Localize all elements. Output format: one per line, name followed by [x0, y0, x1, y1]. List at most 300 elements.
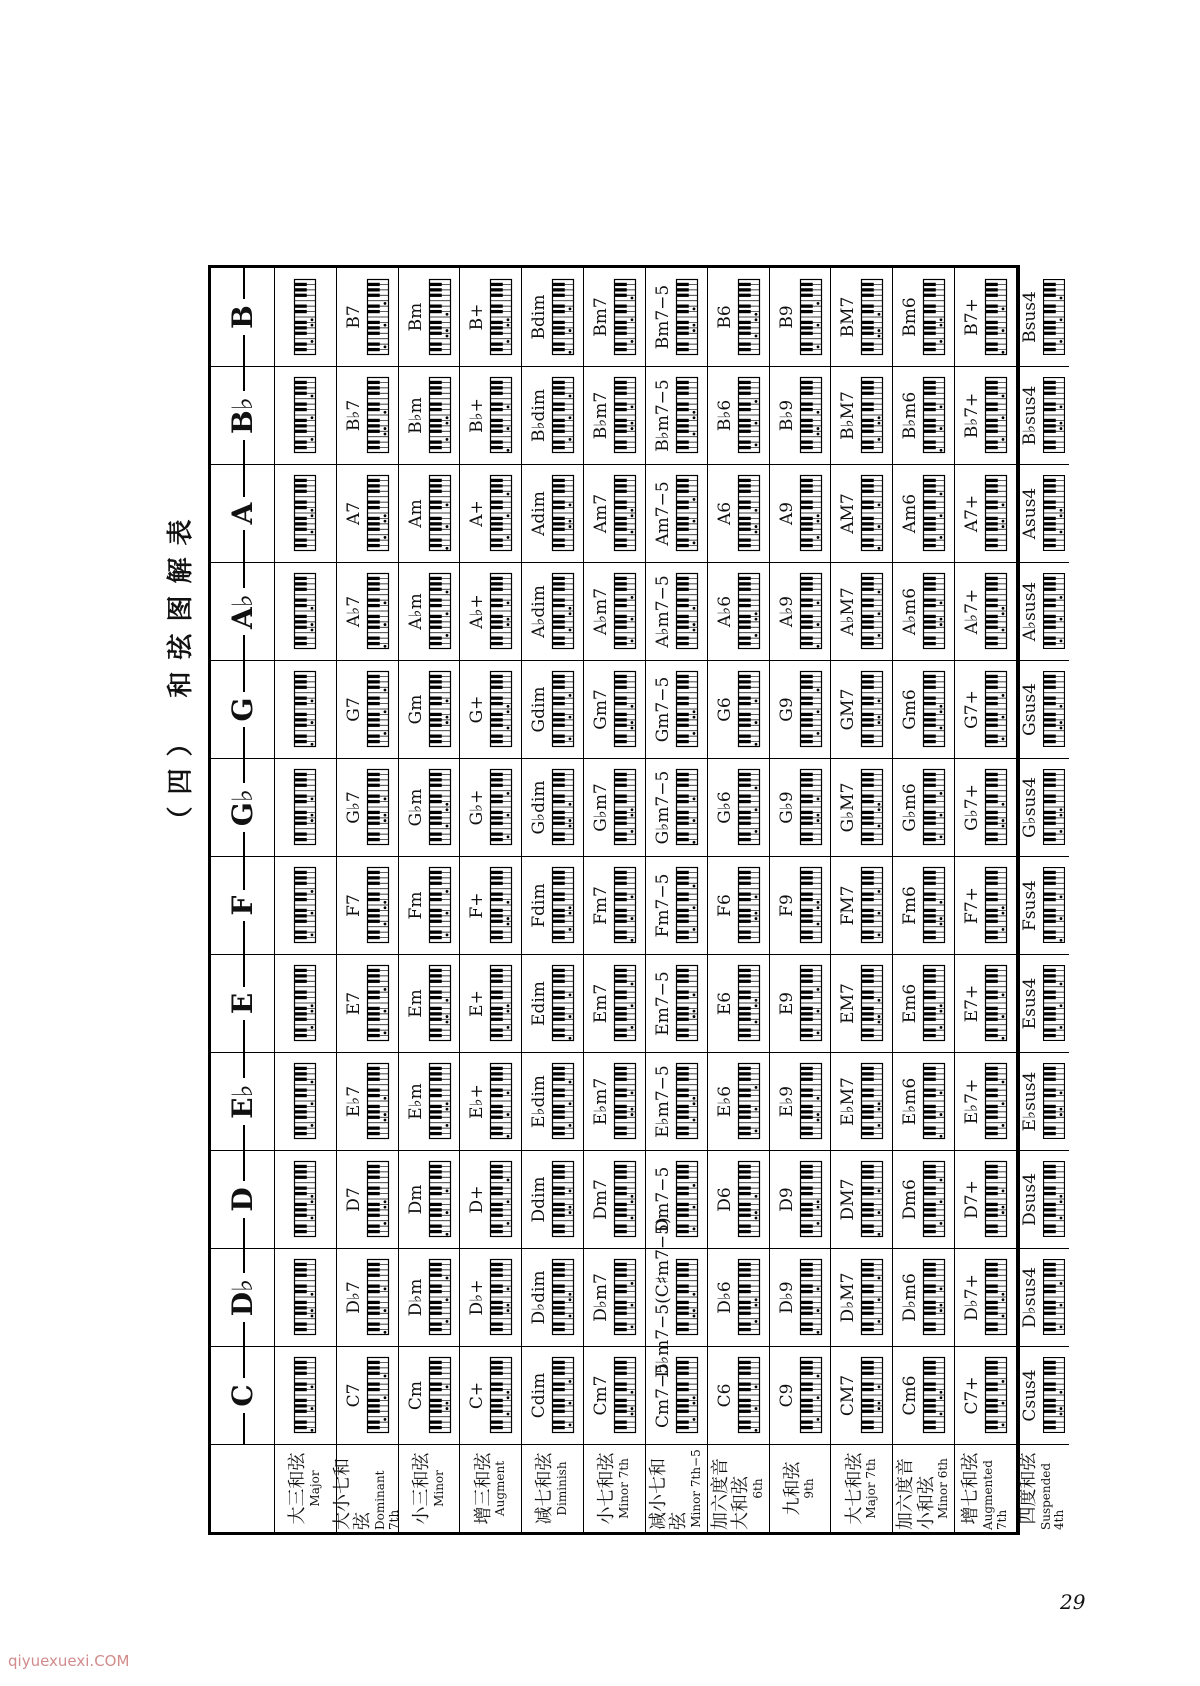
black-key	[614, 1089, 627, 1092]
black-key	[552, 1405, 565, 1408]
black-key	[800, 1312, 813, 1315]
black-key	[367, 1132, 380, 1135]
black-key	[367, 637, 380, 640]
chord-tone-dot	[878, 504, 881, 507]
black-key	[985, 1089, 998, 1092]
black-key	[985, 1421, 998, 1424]
chord-cell	[584, 954, 646, 1052]
black-key	[800, 1230, 813, 1233]
black-key	[985, 425, 998, 428]
black-key	[552, 577, 565, 580]
black-key	[738, 419, 751, 422]
black-key	[552, 441, 565, 444]
black-key	[367, 305, 380, 308]
black-key	[552, 784, 565, 787]
black-key	[552, 326, 565, 329]
chord-name: D♭sus4	[1019, 1267, 1040, 1328]
black-key	[614, 1132, 627, 1135]
chord-tone-dot	[383, 1397, 386, 1400]
black-key	[367, 1323, 380, 1326]
chord-tone-dot	[569, 1299, 572, 1302]
black-key	[367, 882, 380, 885]
chord-name: Bm	[405, 302, 426, 332]
black-key	[294, 1132, 307, 1135]
black-key	[738, 893, 751, 896]
black-key	[429, 1209, 442, 1212]
keyboard-diagram	[1043, 378, 1065, 454]
chord-cell	[460, 1248, 522, 1346]
chord-tone-dot	[1002, 1103, 1005, 1106]
black-key	[861, 681, 874, 684]
chord-tone-dot	[507, 1288, 510, 1291]
chord-tone-dot	[507, 537, 510, 540]
black-key	[367, 991, 380, 994]
chord-tone-dot	[445, 635, 448, 638]
black-key	[614, 403, 627, 406]
black-key	[1043, 697, 1056, 700]
black-key	[552, 485, 565, 488]
chord-cell	[399, 1248, 461, 1346]
black-key	[985, 343, 998, 346]
chord-tone-dot	[631, 1027, 634, 1030]
keyboard-diagram	[923, 1064, 945, 1140]
black-key	[429, 1290, 442, 1293]
keyboard-diagram	[490, 966, 512, 1042]
black-key	[429, 599, 442, 602]
black-key	[800, 1078, 813, 1081]
chord-tone-dot	[507, 602, 510, 605]
keyboard-diagram	[614, 672, 636, 748]
chord-cell	[460, 268, 522, 366]
keyboard-diagram	[861, 476, 883, 552]
keyboard-diagram	[738, 378, 760, 454]
chord-name: Am6	[900, 493, 921, 534]
chord-tone-dot	[383, 1119, 386, 1122]
keyboard-diagram	[552, 1358, 574, 1434]
black-key	[800, 1116, 813, 1119]
black-key	[294, 822, 307, 825]
black-key	[614, 528, 627, 531]
chord-cell	[955, 660, 1017, 758]
black-key	[738, 996, 751, 999]
black-key	[1043, 523, 1056, 526]
black-key	[552, 288, 565, 291]
black-key	[923, 1203, 936, 1206]
chord-cell	[831, 1346, 893, 1444]
black-key	[294, 1209, 307, 1212]
black-key	[800, 1018, 813, 1021]
black-key	[490, 975, 503, 978]
chord-tone-dot	[816, 1032, 819, 1035]
black-key	[676, 1209, 689, 1212]
black-key	[429, 1361, 442, 1364]
black-key	[294, 811, 307, 814]
chord-name: A♭9	[776, 595, 797, 628]
keyboard-diagram	[294, 378, 316, 454]
black-key	[985, 446, 998, 449]
chord-tone-dot	[445, 1299, 448, 1302]
chord-tone-dot	[507, 515, 510, 518]
chord-tone-dot	[1059, 1304, 1062, 1307]
chord-tone-dot	[445, 1016, 448, 1019]
chord-tone-dot	[816, 1201, 819, 1204]
black-key	[738, 713, 751, 716]
chord-name: GM7	[838, 688, 859, 731]
black-key	[552, 1383, 565, 1386]
black-key	[429, 310, 442, 313]
black-key	[738, 877, 751, 880]
black-key	[861, 713, 874, 716]
black-key	[552, 1094, 565, 1097]
black-key	[738, 626, 751, 629]
keyboard-diagram	[985, 966, 1007, 1042]
black-key	[429, 517, 442, 520]
black-key	[490, 740, 503, 743]
black-key	[490, 795, 503, 798]
black-key	[1043, 501, 1056, 504]
chord-tone-dot	[878, 613, 881, 616]
black-key	[800, 675, 813, 678]
black-key	[1043, 713, 1056, 716]
chord-tone-dot	[754, 1304, 757, 1307]
black-key	[552, 523, 565, 526]
black-key	[738, 446, 751, 449]
chord-tone-dot	[445, 329, 448, 332]
black-key	[861, 588, 874, 591]
black-key	[861, 1274, 874, 1277]
black-key	[676, 288, 689, 291]
black-key	[552, 392, 565, 395]
black-key	[800, 1073, 813, 1076]
black-key	[738, 800, 751, 803]
black-key	[490, 403, 503, 406]
chord-tone-dot	[507, 1304, 510, 1307]
black-key	[1043, 599, 1056, 602]
black-key	[800, 637, 813, 640]
chord-name: A♭dim	[529, 585, 550, 638]
chord-tone-dot	[445, 803, 448, 806]
black-key	[294, 1388, 307, 1391]
chord-tone-dot	[878, 439, 881, 442]
black-key	[738, 479, 751, 482]
chord-type-label	[893, 1444, 955, 1532]
black-key	[1043, 642, 1056, 645]
black-key	[861, 980, 874, 983]
chord-cell	[831, 366, 893, 464]
black-key	[923, 1328, 936, 1331]
black-key	[367, 1230, 380, 1233]
chord-cell	[399, 464, 461, 562]
black-key	[800, 1192, 813, 1195]
black-key	[861, 920, 874, 923]
chord-tone-dot	[692, 411, 695, 414]
black-key	[985, 724, 998, 727]
black-key	[923, 795, 936, 798]
chord-tone-dot	[692, 542, 695, 545]
black-key	[861, 1029, 874, 1032]
black-key	[552, 1089, 565, 1092]
black-key	[738, 1078, 751, 1081]
black-key	[429, 1094, 442, 1097]
black-key	[985, 893, 998, 896]
black-key	[429, 332, 442, 335]
chord-name: A♭m6	[900, 587, 921, 636]
black-key	[861, 490, 874, 493]
chord-tone-dot	[1002, 907, 1005, 910]
black-key	[294, 599, 307, 602]
black-key	[429, 980, 442, 983]
black-key	[738, 969, 751, 972]
black-key	[923, 980, 936, 983]
black-key	[1043, 381, 1056, 384]
chord-tone-dot	[507, 793, 510, 796]
black-key	[985, 621, 998, 624]
black-key	[800, 980, 813, 983]
chord-tone-dot	[692, 433, 695, 436]
black-key	[1043, 1013, 1056, 1016]
keyboard-diagram	[800, 672, 822, 748]
chord-cell	[522, 1052, 584, 1150]
chord-tone-dot	[631, 809, 634, 812]
black-key	[861, 1192, 874, 1195]
black-key	[676, 479, 689, 482]
black-key	[861, 310, 874, 313]
black-key	[676, 1029, 689, 1032]
black-key	[294, 577, 307, 580]
chord-cell	[275, 1052, 337, 1150]
chord-cell	[460, 660, 522, 758]
keyboard-diagram	[861, 1064, 883, 1140]
black-key	[738, 817, 751, 820]
black-key	[738, 1372, 751, 1375]
keyboard-diagram	[294, 574, 316, 650]
black-key	[294, 773, 307, 776]
black-key	[429, 1301, 442, 1304]
black-key	[490, 1230, 503, 1233]
black-key	[294, 332, 307, 335]
black-key	[676, 936, 689, 939]
black-key	[552, 1214, 565, 1217]
black-key	[800, 321, 813, 324]
black-key	[294, 387, 307, 390]
chord-cell	[522, 954, 584, 1052]
black-key	[738, 784, 751, 787]
chord-tone-dot	[816, 798, 819, 801]
black-key	[800, 1089, 813, 1092]
black-key	[614, 719, 627, 722]
black-key	[800, 1285, 813, 1288]
black-key	[1043, 430, 1056, 433]
black-key	[861, 1034, 874, 1037]
black-key	[738, 1171, 751, 1174]
black-key	[923, 779, 936, 782]
black-key	[490, 1290, 503, 1293]
chord-type-chinese: 减七和弦	[534, 1452, 556, 1525]
chord-tone-dot	[507, 1092, 510, 1095]
chord-tone-dot	[816, 1397, 819, 1400]
black-key	[861, 1094, 874, 1097]
chord-name: G♭9	[776, 791, 797, 824]
chord-cell	[399, 856, 461, 954]
black-key	[614, 615, 627, 618]
black-key	[429, 719, 442, 722]
black-key	[861, 1285, 874, 1288]
black-key	[614, 1018, 627, 1021]
chord-tone-dot	[754, 700, 757, 703]
black-key	[923, 544, 936, 547]
chord-tone-dot	[940, 1092, 943, 1095]
black-key	[490, 991, 503, 994]
chord-name: B♭m7	[591, 391, 612, 440]
chord-tone-dot	[383, 645, 386, 648]
black-key	[614, 1383, 627, 1386]
black-key	[985, 1187, 998, 1190]
black-key	[985, 773, 998, 776]
chord-cell	[831, 1150, 893, 1248]
black-key	[429, 1111, 442, 1114]
black-key	[552, 615, 565, 618]
chord-tone-dot	[445, 335, 448, 338]
chord-cell	[337, 464, 399, 562]
keyboard-diagram	[367, 1162, 389, 1238]
black-key	[738, 697, 751, 700]
page-title: （四） 和弦图解表	[166, 507, 196, 833]
black-key	[985, 1405, 998, 1408]
chord-tone-dot	[754, 1130, 757, 1133]
black-key	[490, 1034, 503, 1037]
chord-tone-dot	[445, 313, 448, 316]
black-key	[676, 1214, 689, 1217]
chord-tone-dot	[311, 395, 314, 398]
black-key	[738, 1105, 751, 1108]
black-key	[552, 528, 565, 531]
black-key	[985, 1285, 998, 1288]
black-key	[738, 310, 751, 313]
chord-tone-dot	[878, 335, 881, 338]
black-key	[552, 1029, 565, 1032]
keyboard-diagram	[738, 1064, 760, 1140]
black-key	[294, 1285, 307, 1288]
chord-tone-dot	[816, 1010, 819, 1013]
chord-tone-dot	[445, 613, 448, 616]
black-key	[985, 817, 998, 820]
black-key	[1043, 1328, 1056, 1331]
chord-tone-dot	[692, 1293, 695, 1296]
black-key	[367, 980, 380, 983]
black-key	[552, 1410, 565, 1413]
chord-name: Dm6	[900, 1179, 921, 1220]
black-key	[861, 936, 874, 939]
black-key	[676, 1013, 689, 1016]
black-key	[552, 1388, 565, 1391]
black-key	[367, 387, 380, 390]
black-key	[738, 1274, 751, 1277]
chord-cell	[337, 954, 399, 1052]
black-key	[490, 702, 503, 705]
black-key	[552, 403, 565, 406]
keyboard-diagram	[985, 279, 1007, 355]
black-key	[490, 310, 503, 313]
chord-name: D♭m7−5(C♯m7−5)	[652, 1217, 673, 1378]
chord-tone-dot	[878, 1321, 881, 1324]
black-key	[676, 1383, 689, 1386]
black-key	[429, 479, 442, 482]
black-key	[429, 539, 442, 542]
chord-tone-dot	[569, 820, 572, 823]
black-key	[861, 719, 874, 722]
chord-name: A9	[776, 501, 797, 526]
keyboard-diagram	[490, 1064, 512, 1140]
black-key	[429, 1073, 442, 1076]
black-key	[676, 1105, 689, 1108]
black-key	[1043, 1405, 1056, 1408]
black-key	[490, 784, 503, 787]
black-key	[676, 588, 689, 591]
black-key	[552, 1034, 565, 1037]
chord-name: Adim	[529, 491, 550, 536]
black-key	[552, 583, 565, 586]
black-key	[490, 1274, 503, 1277]
black-key	[923, 1116, 936, 1119]
black-key	[985, 702, 998, 705]
keyboard-diagram	[490, 378, 512, 454]
black-key	[294, 1274, 307, 1277]
black-key	[1043, 528, 1056, 531]
black-key	[490, 408, 503, 411]
black-key	[294, 485, 307, 488]
black-key	[738, 615, 751, 618]
black-key	[861, 348, 874, 351]
chord-tone-dot	[878, 934, 881, 937]
black-key	[676, 441, 689, 444]
chord-tone-dot	[816, 1288, 819, 1291]
black-key	[861, 446, 874, 449]
chord-tone-dot	[940, 901, 943, 904]
black-key	[985, 1067, 998, 1070]
chord-tone-dot	[311, 531, 314, 534]
chord-tone-dot	[692, 520, 695, 523]
black-key	[429, 975, 442, 978]
key-header-label: A♭	[226, 588, 259, 635]
black-key	[367, 1073, 380, 1076]
chord-tone-dot	[507, 1201, 510, 1204]
black-key	[800, 1007, 813, 1010]
black-key	[1043, 724, 1056, 727]
black-key	[294, 898, 307, 901]
chord-cell	[893, 1248, 955, 1346]
chord-cell	[337, 562, 399, 660]
black-key	[367, 288, 380, 291]
chord-tone-dot	[631, 422, 634, 425]
black-key	[1043, 1111, 1056, 1114]
black-key	[614, 1269, 627, 1272]
black-key	[800, 588, 813, 591]
black-key	[614, 506, 627, 509]
black-key	[429, 1323, 442, 1326]
black-key	[367, 1034, 380, 1037]
keyboard-diagram	[614, 770, 636, 846]
black-key	[1043, 1089, 1056, 1092]
chord-cell	[955, 1150, 1017, 1248]
chord-tone-dot	[383, 733, 386, 736]
black-key	[985, 1274, 998, 1277]
chord-tone-dot	[311, 1293, 314, 1296]
black-key	[552, 1230, 565, 1233]
black-key	[552, 817, 565, 820]
black-key	[294, 779, 307, 782]
black-key	[1043, 1214, 1056, 1217]
black-key	[861, 740, 874, 743]
